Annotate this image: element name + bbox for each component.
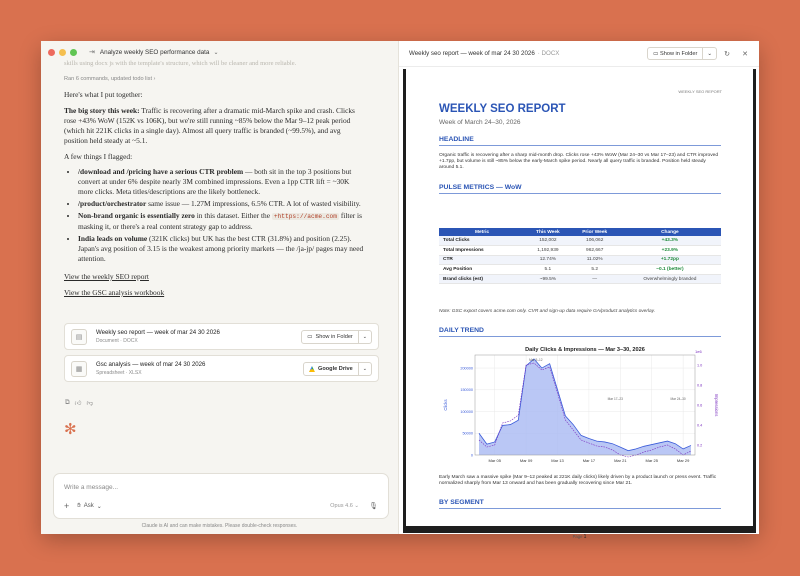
bullet-bold: Non-brand organic is essentially zero: [78, 211, 195, 220]
composer: [53, 473, 389, 519]
x-tick-label: Mar 09: [519, 458, 533, 463]
left-axis-label: Clicks: [443, 399, 448, 411]
list-item: [78, 167, 364, 197]
table-row: [439, 246, 721, 256]
preview-header: [399, 41, 759, 67]
right-axis-label: Impressions: [714, 393, 719, 417]
this-week-cell: 5.1: [525, 265, 571, 275]
folder-icon: ▭: [307, 334, 313, 340]
chat-pane: [41, 41, 398, 534]
right-tick-label: 0.2: [697, 443, 703, 448]
headline-text: Organic traffic is recovering after a sharp mid-month drop. Clicks rose +43% WoW (Mar 24–30 vs Mar 17–23) and CTR improved +1.7pp, but volume is still ~85% below the early-March spike period. Nearly all query traffic is branded. Position held steady around 5.1.: [439, 153, 719, 171]
show-in-folder-button[interactable]: [647, 47, 717, 60]
bullet-bold: /product/orchestrator: [78, 199, 147, 208]
table-row: [439, 236, 721, 246]
page-header: WEEKLY SEO REPORT: [678, 89, 722, 94]
prior-week-cell: 5.2: [571, 265, 619, 275]
change-cell: Overwhelmingly branded: [619, 274, 721, 284]
bullet-text: — both sit in the top 3 positions but convert at under 6% despite nearly 3M combined impressions. Even a 1pp CTR lift = ~30K more clicks. Meta titles/descriptions are the likely bottleneck.: [78, 167, 352, 196]
google-drive-button[interactable]: [303, 362, 372, 376]
bullet-text: (321K clicks) but UK has the best CTR (31.8%) and position (2.25). Japan's avg position of 3.15 is the weakest among priority markets — the /ja-jp/ pages may need attention.: [78, 234, 364, 263]
hand-icon: ✋︎: [77, 502, 81, 509]
flagged-list: [64, 167, 364, 264]
change-cell: +23.9%: [619, 246, 721, 256]
x-tick-label: Mar 05: [488, 458, 501, 463]
document-icon: ▤: [71, 329, 87, 345]
preview-pane: [398, 41, 759, 540]
preview-title: Weekly seo report — week of mar 24 30 2026: [409, 50, 535, 57]
conversation-title[interactable]: Analyze weekly SEO performance data: [99, 48, 210, 56]
left-tick-label: 0: [470, 453, 473, 458]
thumbs-down-icon[interactable]: 👎︎: [86, 400, 94, 407]
big-story-paragraph: [64, 106, 364, 146]
right-tick-label: 0.8: [697, 383, 703, 388]
close-window-button[interactable]: [48, 49, 55, 56]
period-annotation: Mar 24–30: [670, 397, 686, 401]
inline-code: +https://acme.com: [273, 213, 337, 220]
chevron-down-icon[interactable]: ⌄: [358, 363, 371, 375]
folder-icon: ▭: [653, 50, 659, 57]
left-tick-label: 50000: [462, 431, 473, 436]
chevron-down-icon[interactable]: ⌄: [702, 48, 716, 59]
copy-icon[interactable]: ⧉: [65, 399, 70, 406]
intro-text: Here's what I put together:: [64, 90, 143, 99]
message-actions: [65, 399, 93, 407]
prior-week-cell: —: [571, 274, 619, 284]
bullet-bold: India leads on volume: [78, 234, 148, 243]
page-label: Page: [572, 534, 583, 539]
big-story-text: Traffic is recovering after a dramatic mid-March spike and crash. Clicks rose +43% WoW (152K vs 106K), but we're still running ~85% below the Mar 9–12 peak period (which hit 221K clicks in a single day). Almost all query traffic is branded (~99.5%), and avg position held steady at ~5.1.: [64, 106, 355, 145]
minimize-window-button[interactable]: [59, 49, 66, 56]
metric-cell: Avg Position: [439, 265, 525, 275]
mode-selector[interactable]: [77, 503, 101, 510]
bullet-bold: /download and /pricing have a serious CTR problem: [78, 167, 244, 176]
headline-heading: HEADLINE: [439, 136, 721, 146]
button-label: Google Drive: [317, 366, 353, 372]
report-title: WEEKLY SEO REPORT: [439, 103, 566, 115]
this-week-cell: 152,002: [525, 236, 571, 246]
column-header: This Week: [525, 228, 571, 236]
prior-week-cell: 106,062: [571, 236, 619, 246]
table-header-row: [439, 228, 721, 236]
disclaimer: Claude is AI and can make mistakes. Please double-check responses.: [141, 523, 298, 529]
assistant-message: [64, 59, 364, 298]
show-in-folder-button[interactable]: [301, 330, 372, 344]
file-type: Document · DOCX: [96, 338, 138, 344]
right-tick-label: 1.0: [697, 363, 703, 368]
period-annotation: Mar 9–12: [529, 358, 543, 362]
daily-trend-heading: DAILY TREND: [439, 327, 721, 337]
table-row: [439, 265, 721, 275]
bullet-text: filter is masking it, or there's a real content strategy gap to address.: [78, 211, 362, 231]
microphone-icon[interactable]: 🎙︎: [369, 503, 378, 510]
claude-spark-icon: ✻: [64, 421, 77, 438]
bullet-text: same issue — 1.27M impressions, 6.5% CTR. A lot of wasted visibility.: [146, 199, 361, 208]
google-drive-icon: [309, 366, 315, 372]
change-cell: +43.3%: [619, 236, 721, 246]
change-cell: −0.1 (better): [619, 265, 721, 275]
preview-filetype: · DOCX: [537, 50, 560, 57]
x-tick-label: Mar 21: [614, 458, 627, 463]
mode-label: Ask: [83, 503, 94, 509]
close-icon[interactable]: ✕: [742, 50, 748, 58]
left-tick-label: 150000: [460, 388, 473, 393]
composer-toolbar: [64, 501, 378, 511]
left-tick-label: 200000: [460, 366, 473, 371]
sidebar-toggle-icon[interactable]: ⇥: [89, 49, 95, 56]
tool-summary-link[interactable]: Ran 6 commands, updated todo list ›: [64, 76, 156, 82]
clicks-area: [479, 359, 691, 455]
model-label: Opus 4.6: [330, 503, 353, 509]
file-type: Spreadsheet · XLSX: [96, 370, 142, 376]
this-week-cell: ~99.5%: [525, 274, 571, 284]
right-tick-label: 0.6: [697, 403, 703, 408]
page-number: 1: [583, 534, 587, 540]
this-week-cell: 1,192,939: [525, 246, 571, 256]
document-viewer[interactable]: [403, 69, 756, 540]
prior-week-cell: 962,667: [571, 246, 619, 256]
plus-icon[interactable]: +: [64, 501, 70, 511]
spreadsheet-icon: ▦: [71, 361, 87, 377]
table-row: [439, 274, 721, 284]
metric-cell: Total Clicks: [439, 236, 525, 246]
right-axis-exponent: 1e6: [695, 349, 702, 354]
chevron-down-icon[interactable]: ⌄: [213, 49, 219, 56]
app-window: [41, 41, 759, 540]
list-item: [78, 199, 364, 209]
message-input[interactable]: Write a message...: [64, 484, 119, 491]
column-header: Prior Week: [571, 228, 619, 236]
page-footer: [406, 534, 753, 540]
file-card-report[interactable]: [64, 323, 379, 350]
view-workbook-link[interactable]: View the GSC analysis workbook: [64, 288, 165, 297]
file-card-workbook[interactable]: [64, 355, 379, 382]
table-row: [439, 255, 721, 265]
x-tick-label: Mar 13: [551, 458, 564, 463]
document-page: [406, 69, 753, 540]
view-report-link[interactable]: View the weekly SEO report: [64, 272, 149, 281]
zoom-window-button[interactable]: [70, 49, 77, 56]
metric-cell: Total Impressions: [439, 246, 525, 256]
thumbs-up-icon[interactable]: 👍︎: [74, 400, 82, 407]
x-tick-label: Mar 25: [645, 458, 658, 463]
left-tick-label: 100000: [460, 409, 473, 414]
chevron-down-icon[interactable]: ⌄: [358, 331, 371, 343]
this-week-cell: 12.74%: [525, 255, 571, 265]
faded-previous-text: skills using docx js with the template's structure, which will be cleaner and more reliable.: [64, 60, 297, 67]
right-tick-label: 0.4: [697, 423, 703, 428]
model-selector[interactable]: Opus 4.6 ⌄: [330, 503, 360, 509]
file-name: Gsc analysis — week of mar 24 30 2026: [96, 361, 206, 368]
daily-trend-chart: [439, 343, 721, 483]
refresh-icon[interactable]: ↻: [724, 50, 730, 58]
table-note: Note: GSC export covers acme.com only. CVR and sign-up data require GA/product analytics overlay.: [439, 309, 656, 314]
prior-week-cell: 11.02%: [571, 255, 619, 265]
file-cards: [64, 323, 379, 387]
flagged-intro: A few things I flagged:: [64, 152, 133, 161]
chart-title: Daily Clicks & Impressions — Mar 3–30, 2026: [525, 347, 645, 353]
by-segment-heading: BY SEGMENT: [439, 499, 721, 509]
button-label: Show in Folder: [660, 50, 698, 57]
big-story-label: The big story this week:: [64, 106, 140, 115]
pulse-metrics-table: [439, 228, 721, 284]
bullet-text: in this dataset. Either the: [194, 211, 272, 220]
x-tick-label: Mar 29: [676, 458, 690, 463]
button-label: Show in Folder: [315, 334, 353, 340]
list-item: [78, 234, 364, 264]
change-cell: +1.72pp: [619, 255, 721, 265]
daily-trend-text: Early March saw a massive spike (Mar 9–12 peaked at 221K daily clicks) likely driven by a product launch or press event. Traffic normalized sharply from Mar 13 onward and has been gradually recovering since Mar 21.: [439, 475, 717, 487]
chevron-down-icon: ⌄: [96, 503, 102, 510]
report-subtitle: Week of March 24–30, 2026: [439, 119, 521, 126]
metric-cell: Brand clicks (est): [439, 274, 525, 284]
pulse-heading: PULSE METRICS — WoW: [439, 184, 721, 194]
column-header: Metric: [439, 228, 525, 236]
list-item: [78, 211, 364, 232]
file-name: Weekly seo report — week of mar 24 30 2026: [96, 329, 220, 336]
column-header: Change: [619, 228, 721, 236]
metric-cell: CTR: [439, 255, 525, 265]
x-tick-label: Mar 17: [582, 458, 596, 463]
period-annotation: Mar 17–23: [607, 397, 623, 401]
